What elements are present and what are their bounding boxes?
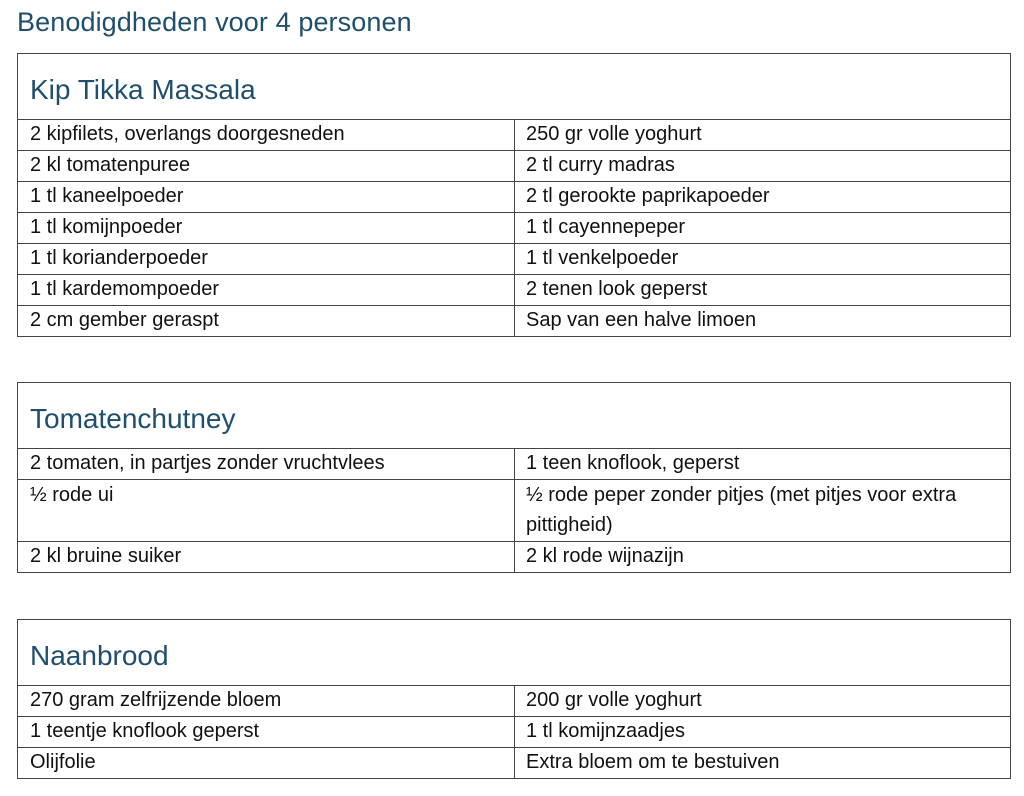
ingredient-cell: 1 tl kaneelpoeder <box>18 182 515 212</box>
recipe-title: Naanbrood <box>18 620 1010 686</box>
table-row <box>18 306 1010 336</box>
table-row <box>18 244 1010 275</box>
recipe-title: Tomatenchutney <box>18 383 1010 449</box>
table-row <box>18 748 1010 778</box>
ingredient-cell: 1 teen knoflook, geperst <box>526 452 740 474</box>
table-row <box>18 449 1010 480</box>
table-row <box>18 213 1010 244</box>
table-row <box>18 275 1010 306</box>
table-row <box>18 542 1010 572</box>
ingredient-cell: Extra bloem om te bestuiven <box>526 751 780 773</box>
ingredient-cell: Sap van een halve limoen <box>526 309 757 331</box>
table-row <box>18 686 1010 717</box>
ingredient-cell: 2 tenen look geperst <box>526 278 708 300</box>
table-row <box>18 120 1010 151</box>
recipe-title: Kip Tikka Massala <box>18 54 1010 120</box>
ingredient-cell: 2 tl gerookte paprikapoeder <box>526 185 770 207</box>
table-row <box>18 480 1010 542</box>
page-title: Benodigdheden voor 4 personen <box>17 7 412 37</box>
recipe-table-naanbrood <box>17 619 1011 779</box>
ingredient-cell: 2 kl bruine suiker <box>18 542 515 572</box>
ingredient-cell: 1 tl kardemompoeder <box>18 275 515 305</box>
ingredient-cell: 250 gr volle yoghurt <box>526 123 702 145</box>
recipe-table-tomatenchutney <box>17 382 1011 573</box>
ingredient-cell: ½ rode peper zonder pitjes (met pitjes voor extra pittigheid) <box>526 484 957 536</box>
ingredient-cell: 270 gram zelfrijzende bloem <box>18 686 515 716</box>
ingredient-cell: 1 tl venkelpoeder <box>526 247 679 269</box>
ingredient-cell: 2 kl rode wijnazijn <box>526 545 684 567</box>
ingredient-cell: 2 kipfilets, overlangs doorgesneden <box>18 120 515 150</box>
ingredient-cell: 200 gr volle yoghurt <box>526 689 702 711</box>
table-row <box>18 717 1010 748</box>
recipe-table-kip-tikka-massala <box>17 53 1011 337</box>
ingredient-cell: ½ rode ui <box>18 480 515 541</box>
ingredient-cell: 2 cm gember geraspt <box>18 306 515 336</box>
ingredient-cell: 2 tl curry madras <box>526 154 675 176</box>
table-row <box>18 182 1010 213</box>
ingredient-cell: 1 tl komijnzaadjes <box>526 720 685 742</box>
table-row <box>18 151 1010 182</box>
ingredient-cell: 1 tl korianderpoeder <box>18 244 515 274</box>
ingredient-cell: Olijfolie <box>18 748 515 778</box>
ingredient-cell: 1 tl cayennepeper <box>526 216 686 238</box>
ingredient-cell: 2 kl tomatenpuree <box>18 151 515 181</box>
ingredient-cell: 1 teentje knoflook geperst <box>18 717 515 747</box>
ingredient-cell: 1 tl komijnpoeder <box>18 213 515 243</box>
ingredient-cell: 2 tomaten, in partjes zonder vruchtvlees <box>18 449 515 479</box>
